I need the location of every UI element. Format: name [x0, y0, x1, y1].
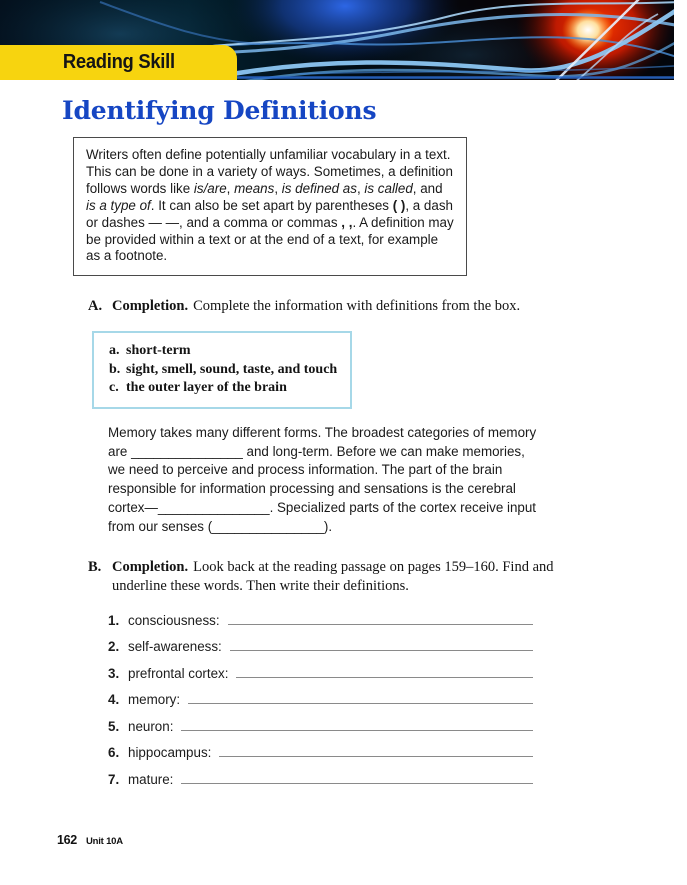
- write-in-line: [219, 745, 533, 757]
- section-a-heading: [88, 297, 558, 316]
- skill-explanation-box: [73, 137, 467, 276]
- item-consciousness: 1. consciousness:: [108, 613, 533, 627]
- completion-paragraph: Memory takes many different forms. The broadest categories of memory are _______________ and long-term. Before we can make memories, we need to perceive and process information. The part of the brain responsible for information processing and sensations is the cerebral cortex—_______________. Specialized parts of the cortex receive input from our senses (_______________).: [108, 424, 537, 534]
- item-prefrontal-cortex: 3. prefrontal cortex:: [108, 666, 533, 680]
- choice-a: a. short-term: [109, 343, 191, 359]
- choice-b: b. sight, smell, sound, taste, and touch: [109, 361, 338, 377]
- page-header: [0, 0, 687, 80]
- definitions-choice-box: [92, 331, 352, 409]
- write-in-line: [228, 613, 533, 625]
- page-title: Identifying Definitions: [62, 96, 377, 125]
- reading-skill-banner: [0, 45, 237, 80]
- section-a-label: A.: [88, 298, 103, 315]
- section-b-label: B.: [88, 558, 102, 575]
- write-in-line: [181, 719, 533, 731]
- item-self-awareness: 2. self-awareness:: [108, 639, 533, 653]
- banner-label: Reading Skill: [62, 51, 175, 73]
- write-in-line: [181, 772, 533, 784]
- section-b-instructions: Completion. Look back at the reading passage on pages 159–160. Find and underline these words. Then write their definitions.: [112, 558, 554, 594]
- write-in-line: [236, 666, 533, 678]
- section-a-instructions: Completion. Complete the information with definitions from the box.: [112, 298, 521, 315]
- item-memory: 4. memory:: [108, 692, 533, 706]
- page-number: 162: [57, 833, 77, 847]
- skill-explanation-text: Writers often define potentially unfamiliar vocabulary in a text. This can be done in a variety of ways. Sometimes, a definition follows words like is/are, means, is defined as, is called, and is a type of. It can also be set apart by parentheses ( ), a dash or dashes — —, and a comma or commas , ,. A definition may be provided within a text or at the end of a text, for example as a footnote.: [86, 147, 454, 264]
- page-footer: [57, 833, 123, 847]
- choice-c: c. the outer layer of the brain: [109, 380, 287, 396]
- page-content: [0, 96, 687, 786]
- write-in-line: [230, 639, 533, 651]
- item-neuron: 5. neuron:: [108, 719, 533, 733]
- section-b-heading: [88, 558, 558, 596]
- definition-items: [108, 613, 533, 786]
- item-hippocampus: 6. hippocampus:: [108, 745, 533, 759]
- write-in-line: [188, 692, 533, 704]
- unit-label: Unit 10A: [85, 836, 123, 847]
- item-mature: 7. mature:: [108, 772, 533, 786]
